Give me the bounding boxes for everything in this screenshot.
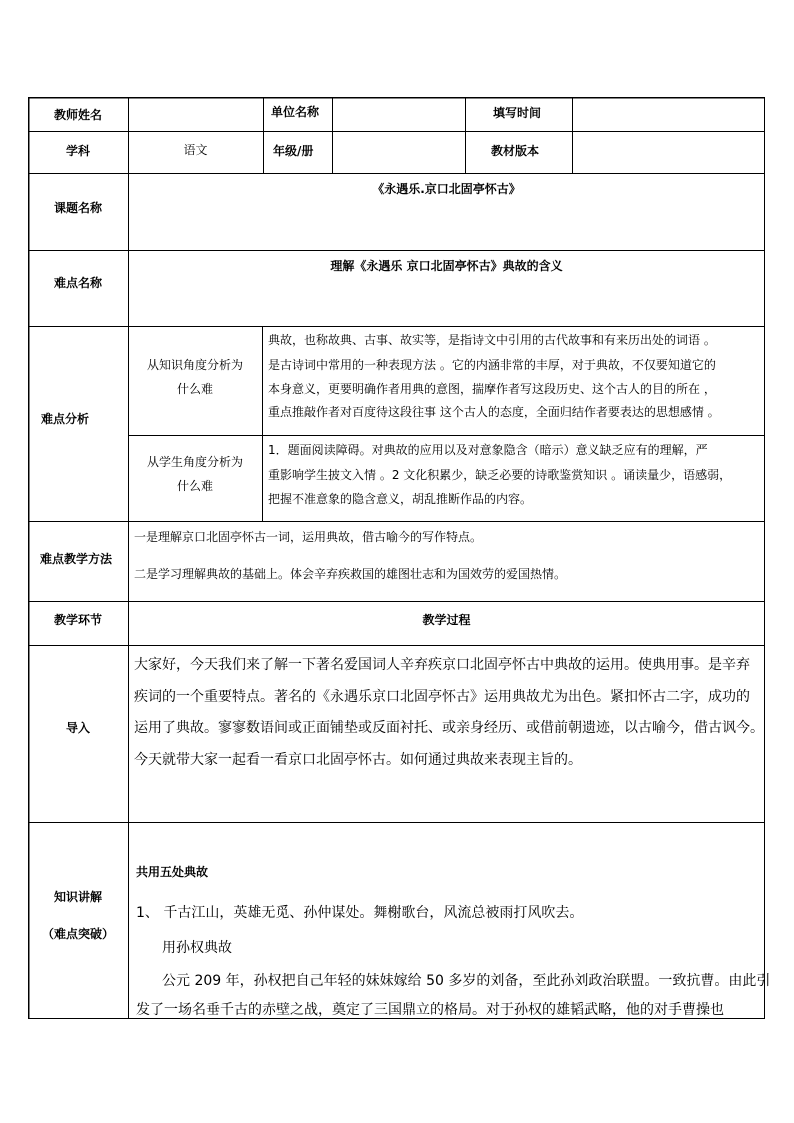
intro-line: 大家好，今天我们来了解一下著名爱国词人辛弃疾京口北固亭怀古中典故的运用。使典用事。是辛弃 bbox=[134, 657, 750, 673]
student-angle-label: 什么难 bbox=[176, 479, 213, 493]
unit-name-label: 单位名称 bbox=[271, 105, 320, 119]
knowledge-paragraph-line: 发了一场名垂千古的赤壁之战，奠定了三国鼎立的格局。对于孙权的雄韬武略，他的对手曹操也 bbox=[136, 1002, 724, 1018]
teaching-process-header: 教学过程 bbox=[422, 613, 471, 627]
teaching-method-line: 一是理解京口北固亭怀古一词，运用典故，借古喻今的写作特点。 bbox=[134, 530, 483, 544]
intro-line: 今天就带大家一起看一看京口北固亭怀古。如何通过典故来表现主旨的。 bbox=[134, 752, 582, 768]
lesson-title-label: 课题名称 bbox=[53, 201, 102, 215]
teaching-method-line: 二是学习理解典故的基础上。体会辛弃疾救国的雄图壮志和为国效劳的爱国热情。 bbox=[134, 567, 567, 581]
teaching-stage-header: 教学环节 bbox=[53, 613, 102, 627]
subject-label: 学科 bbox=[65, 144, 90, 158]
knowledge-section-sublabel: （难点突破） bbox=[41, 927, 114, 941]
student-angle-label: 从学生角度分析为 bbox=[146, 455, 243, 469]
student-analysis-line: 重影响学生披文入情 。2 文化积累少，缺乏必要的诗歌鉴赏知识 。诵读量少，语感弱， bbox=[268, 468, 732, 482]
textbook-label: 教材版本 bbox=[491, 144, 540, 158]
knowledge-item-1: 1、 千古江山，英雄无觅、孙仲谋处。舞榭歌台，风流总被雨打风吹去。 bbox=[136, 905, 584, 921]
knowledge-analysis-line: 本身意义，更要明确作者用典的意图，揣摩作者写这段历史、这个古人的目的所在 ， bbox=[268, 382, 716, 396]
grade-label: 年级/册 bbox=[273, 144, 314, 158]
difficulty-name-label: 难点名称 bbox=[53, 276, 102, 290]
knowledge-paragraph-line: 公元 209 年，孙权把自己年轻的妹妹嫁给 50 多岁的刘备，至此孙刘政治联盟。一致抗曹。由此引 bbox=[162, 973, 771, 989]
table-grid bbox=[28, 97, 765, 1019]
intro-line: 疾词的一个重要特点。著名的《永遇乐京口北固亭怀古》运用典故尤为出色。紧扣怀古二字，成功的 bbox=[134, 689, 750, 705]
knowledge-item-1-note: 用孙权典故 bbox=[162, 940, 232, 956]
teacher-name-label: 教师姓名 bbox=[53, 108, 102, 122]
knowledge-angle-label: 从知识角度分析为 bbox=[146, 358, 243, 372]
knowledge-heading: 共用五处典故 bbox=[136, 865, 209, 879]
intro-line: 运用了典故。寥寥数语间或正面铺垫或反面衬托、或亲身经历、或借前朝遗迹，以古喻今，借古讽今。 bbox=[134, 720, 764, 736]
knowledge-analysis-line: 典故，也称故典、古事、故实等，是指诗文中引用的古代故事和有来历出处的词语 。 bbox=[268, 333, 716, 347]
knowledge-angle-label: 什么难 bbox=[176, 382, 213, 396]
knowledge-analysis-line: 重点推敲作者对百度待这段往事 这个古人的态度，全面归结作者要表达的思想感情 。 bbox=[268, 405, 720, 419]
difficulty-analysis-label: 难点分析 bbox=[41, 412, 90, 426]
intro-label: 导入 bbox=[65, 721, 90, 735]
lesson-title: 《永遇乐.京口北固亭怀古》 bbox=[372, 182, 521, 196]
fill-time-label: 填写时间 bbox=[493, 106, 542, 120]
knowledge-section-label: 知识讲解 bbox=[53, 890, 102, 904]
student-analysis-line: 1．题面阅读障碍。对典故的应用以及对意象隐含（暗示）意义缺乏应有的理解，严 bbox=[268, 443, 708, 457]
teaching-method-label: 难点教学方法 bbox=[40, 552, 113, 566]
subject-value: 语文 bbox=[183, 143, 208, 157]
lesson-plan-table bbox=[28, 97, 771, 1019]
student-analysis-line: 把握不准意象的隐含意义，胡乱推断作品的内容。 bbox=[268, 492, 533, 506]
difficulty-name: 理解《永遇乐 京口北固亭怀古》典故的含义 bbox=[330, 259, 563, 273]
knowledge-analysis-line: 是古诗词中常用的一种表现方法 。它的内涵非常的丰厚，对于典故，不仅要知道它的 bbox=[268, 358, 716, 372]
